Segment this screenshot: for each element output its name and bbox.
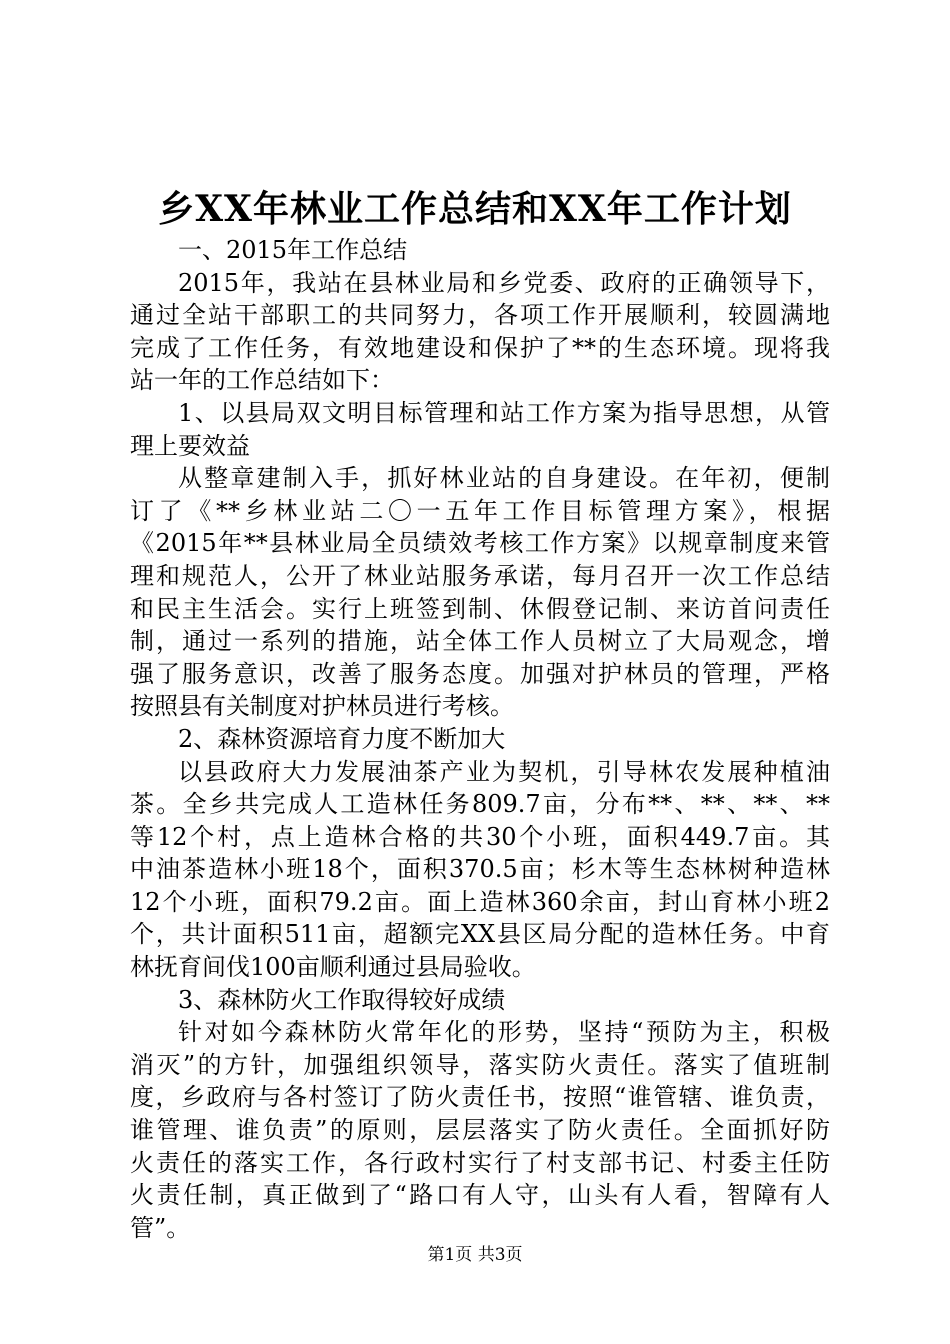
text-line: 度，乡政府与各村签订了防火责任书，按照“谁管辖、谁负责， [130, 1083, 830, 1112]
text-line: 完成了工作任务，有效地建设和保护了**的生态环境。现将我 [130, 333, 830, 362]
text-line: 谁管理、谁负责”的原则，层层落实了防火责任。全面抓好防 [130, 1116, 830, 1145]
text-line: 制，通过一系列的措施，站全体工作人员树立了大局观念，增 [130, 627, 830, 656]
text-line: 理和规范人，公开了林业站服务承诺，每月召开一次工作总结 [130, 561, 830, 590]
text-line: 茶。全乡共完成人工造林任务809.7亩，分布**、**、**、** [130, 790, 830, 819]
text-line: 2、森林资源培育力度不断加大 [178, 724, 506, 753]
text-line: 从整章建制入手，抓好林业站的自身建设。在年初，便制 [178, 464, 830, 493]
text-line: 理上要效益 [130, 431, 250, 460]
text-line: 个，共计面积511亩，超额完XX县区局分配的造林任务。中育 [130, 920, 830, 949]
text-line: 1、以县局双文明目标管理和站工作方案为指导思想，从管 [178, 398, 830, 427]
text-line: 按照县有关制度对护林员进行考核。 [130, 692, 514, 721]
text-line: 3、森林防火工作取得较好成绩 [178, 985, 506, 1014]
text-line: 通过全站干部职工的共同努力，各项工作开展顺利，较圆满地 [130, 301, 830, 330]
text-line: 针对如今森林防火常年化的形势，坚持“预防为主，积极 [178, 1018, 830, 1047]
text-line: 站一年的工作总结如下： [130, 366, 394, 395]
text-line: 消灭”的方针，加强组织领导，落实防火责任。落实了值班制 [130, 1050, 830, 1079]
document-body [130, 234, 830, 1244]
text-line: 管”。 [130, 1213, 191, 1242]
text-line: 以县政府大力发展油茶产业为契机，引导林农发展种植油 [178, 757, 830, 786]
text-line: 中油茶造林小班18个，面积370.5亩；杉木等生态林树种造林 [130, 855, 830, 884]
text-line: 12个小班，面积79.2亩。面上造林360余亩，封山育林小班2 [130, 887, 830, 916]
text-line: 等12个村，点上造林合格的共30个小班，面积449.7亩。其 [130, 822, 830, 851]
text-line: 强了服务意识，改善了服务态度。加强对护林员的管理，严格 [130, 659, 830, 688]
text-line: 林抚育间伐100亩顺利通过县局验收。 [130, 953, 536, 982]
document-title: 乡XX年林业工作总结和XX年工作计划 [158, 188, 792, 230]
text-line: 2015年，我站在县林业局和乡党委、政府的正确领导下， [178, 268, 830, 297]
text-line: 一、2015年工作总结 [178, 236, 408, 264]
text-line: 火责任制，真正做到了“路口有人守，山头有人看，智障有人 [130, 1181, 830, 1210]
text-line: 火责任的落实工作，各行政村实行了村支部书记、村委主任防 [130, 1148, 830, 1177]
text-line: 《2015年**县林业局全员绩效考核工作方案》以规章制度来管 [130, 529, 830, 558]
text-line: 和民主生活会。实行上班签到制、休假登记制、来访首问责任 [130, 594, 830, 623]
page-footer: 第1页 共3页 [427, 1245, 523, 1265]
text-line: 订了《**乡林业站二〇一五年工作目标管理方案》，根据 [130, 496, 830, 525]
